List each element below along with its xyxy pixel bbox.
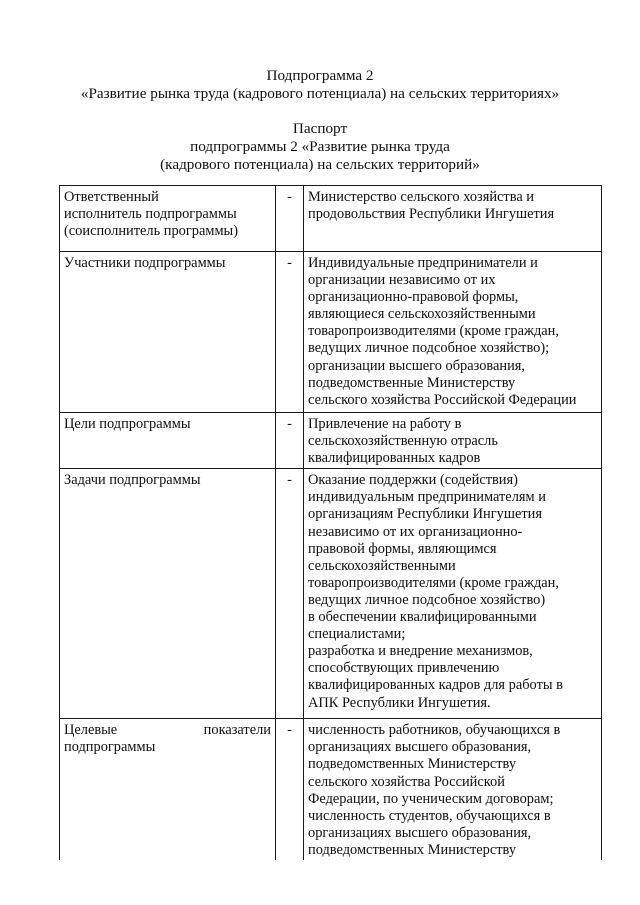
- table-row: [60, 719, 602, 860]
- row-dash: -: [276, 252, 304, 413]
- table-row: [60, 413, 602, 469]
- row-label-target-word3: подпрограммы: [64, 739, 156, 756]
- passport-heading: Паспорт: [292, 120, 348, 137]
- table-row: [60, 186, 602, 252]
- row-dash: -: [276, 413, 304, 469]
- subprogram-number: Подпрограмма 2: [266, 67, 374, 84]
- row-dash: -: [276, 719, 304, 860]
- row-value-responsible-executor: Министерство сельского хозяйства и продовольствия Республики Ингушетия: [304, 186, 602, 252]
- row-value-target-indicators: численность работников, обучающихся в организациях высшего образования, подведомственных Министерству сельского хозяйства Российской Федерации, по ученическим договорам; численность студентов, обучающихся в организациях высшего образования, подведомственных Министерству: [304, 719, 602, 860]
- row-value-tasks: Оказание поддержки (содействия) индивидуальным предпринимателям и организациям Республики Ингушетия независимо от их организационно- правовой формы, являющимся сельскохозяйственными товаропроизводителями (кроме граждан, ведущих личное подсобное хозяйство) в обеспечении квалифицированными специалистами; разработка и внедрение механизмов, способствующих привлечению квалифицированных кадров для работы в АПК Республики Ингушетия.: [304, 469, 602, 719]
- row-dash: -: [276, 469, 304, 719]
- passport-subtitle-line1: подпрограммы 2 «Развитие рынка труда: [190, 138, 450, 155]
- subprogram-title: «Развитие рынка труда (кадрового потенциала) на сельских территориях»: [80, 85, 560, 102]
- table-row: [60, 469, 602, 719]
- row-label-participants: Участники подпрограммы: [60, 252, 276, 413]
- row-label-target-word2: показатели: [203, 722, 271, 739]
- row-label-responsible-executor: Ответственный исполнитель подпрограммы (соисполнитель программы): [60, 186, 276, 252]
- row-label-target-indicators: [60, 719, 276, 860]
- row-dash: -: [276, 186, 304, 252]
- row-value-participants: Индивидуальные предприниматели и организации независимо от их организационно-правовой формы, являющиеся сельскохозяйственными товаропроизводителями (кроме граждан, ведущих личное подсобное хозяйство); организации высшего образования, подведомственные Министерству сельского хозяйства Российской Федерации: [304, 252, 602, 413]
- row-label-goals: Цели подпрограммы: [60, 413, 276, 469]
- table-row: [60, 252, 602, 413]
- row-value-goals: Привлечение на работу в сельскохозяйственную отрасль квалифицированных кадров: [304, 413, 602, 469]
- row-label-tasks: Задачи подпрограммы: [60, 469, 276, 719]
- passport-table: [59, 185, 602, 860]
- passport-subtitle-line2: (кадрового потенциала) на сельских территорий»: [160, 156, 480, 173]
- row-label-target-word1: Целевые: [64, 722, 118, 739]
